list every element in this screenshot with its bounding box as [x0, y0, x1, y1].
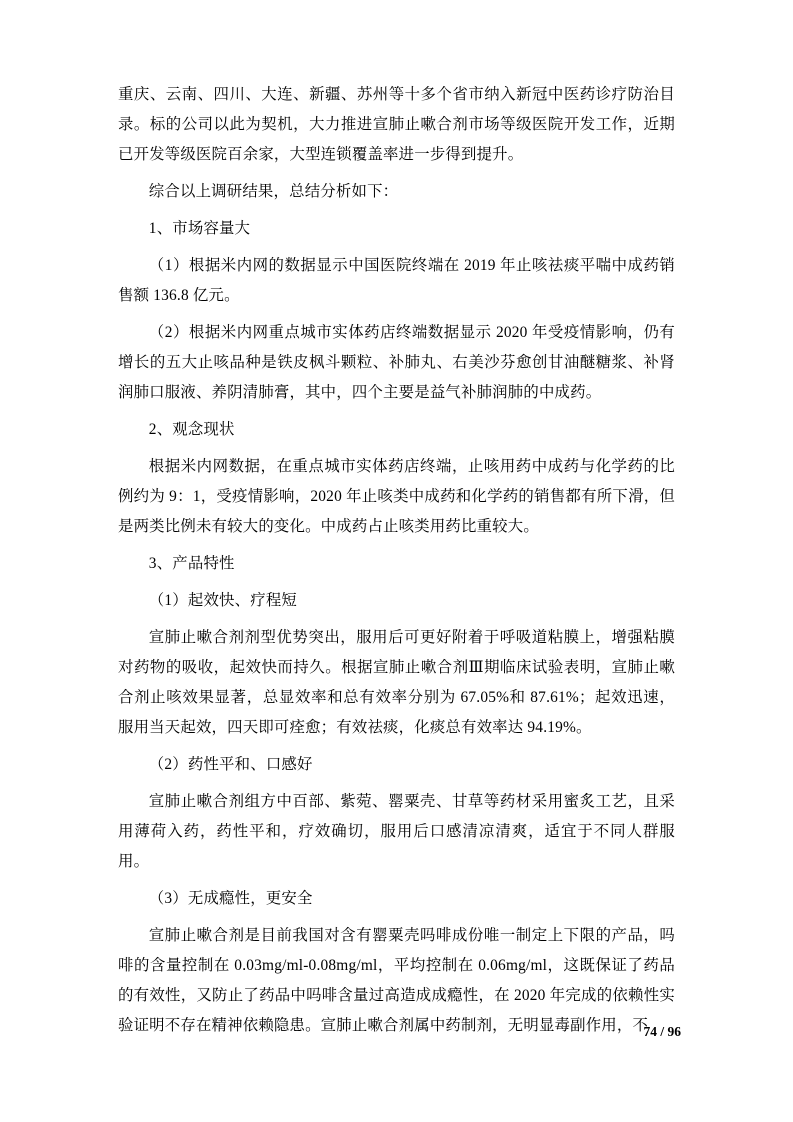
document-body — [118, 80, 675, 1048]
paragraph-market-1: （1）根据米内网的数据显示中国医院终端在 2019 年止咳祛痰平喘中成药销售额 136.8 亿元。 — [118, 257, 675, 304]
page-number: 74 / 96 — [643, 1024, 681, 1039]
paragraph-summary-intro: 综合以上调研结果，总结分析如下： — [148, 183, 399, 200]
subsection-heading-3-3: （3）无成瘾性，更安全 — [148, 890, 313, 907]
section-heading-3: 3、产品特性 — [148, 555, 235, 572]
paragraph-market-2: （2）根据米内网重点城市实体药店终端数据显示 2020 年受疫情影响，仍有增长的五大止咳品种是铁皮枫斗颗粒、补肺丸、右美沙芬愈创甘油醚糖浆、补肾润肺口服液、养阴清肺膏，其中，四个主要是益气补肺润肺的中成药。 — [118, 324, 675, 401]
paragraph-feature-2: 宣肺止嗽合剂组方中百部、紫菀、罂粟壳、甘草等药材采用蜜炙工艺，且采用薄荷入药，药性平和，疗效确切，服用后口感清凉清爽，适宜于不同人群服用。 — [118, 793, 675, 870]
paragraph-feature-1: 宣肺止嗽合剂剂型优势突出，服用后可更好附着于呼吸道粘膜上，增强粘膜对药物的吸收，起效快而持久。根据宣肺止嗽合剂Ⅲ期临床试验表明，宣肺止嗽合剂止咳效果显著，总显效率和总有效率分别为 67.05%和 87.61%；起效迅速，服用当天起效，四天即可痊愈；有效祛痰，化痰总有效率达 94.19%。 — [118, 629, 675, 736]
subsection-heading-3-1: （1）起效快、疗程短 — [148, 592, 298, 609]
section-heading-2: 2、观念现状 — [148, 421, 235, 438]
paragraph-continuation: 重庆、云南、四川、大连、新疆、苏州等十多个省市纳入新冠中医药诊疗防治目录。标的公司以此为契机，大力推进宣肺止嗽合剂市场等级医院开发工作，近期已开发等级医院百余家，大型连锁覆盖率进一步得到提升。 — [118, 86, 675, 163]
section-heading-1: 1、市场容量大 — [148, 220, 251, 237]
paragraph-concept-status: 根据米内网数据，在重点城市实体药店终端，止咳用药中成药与化学药的比例约为 9：1，受疫情影响，2020 年止咳类中成药和化学药的销售都有所下滑，但是两类比例未有较大的变化。中成药占止咳类用药比重较大。 — [118, 458, 675, 535]
paragraph-feature-3: 宣肺止嗽合剂是目前我国对含有罂粟壳吗啡成份唯一制定上下限的产品，吗啡的含量控制在 0.03mg/ml-0.08mg/ml，平均控制在 0.06mg/ml，这既保证了药品的有效性，又防止了药品中吗啡含量过高造成成瘾性，在 2020 年完成的依赖性实验证明不存在精神依赖隐患。宣肺止嗽合剂属中药制剂，无明显毒副作用，不 — [118, 927, 675, 1034]
subsection-heading-3-2: （2）药性平和、口感好 — [148, 756, 313, 773]
